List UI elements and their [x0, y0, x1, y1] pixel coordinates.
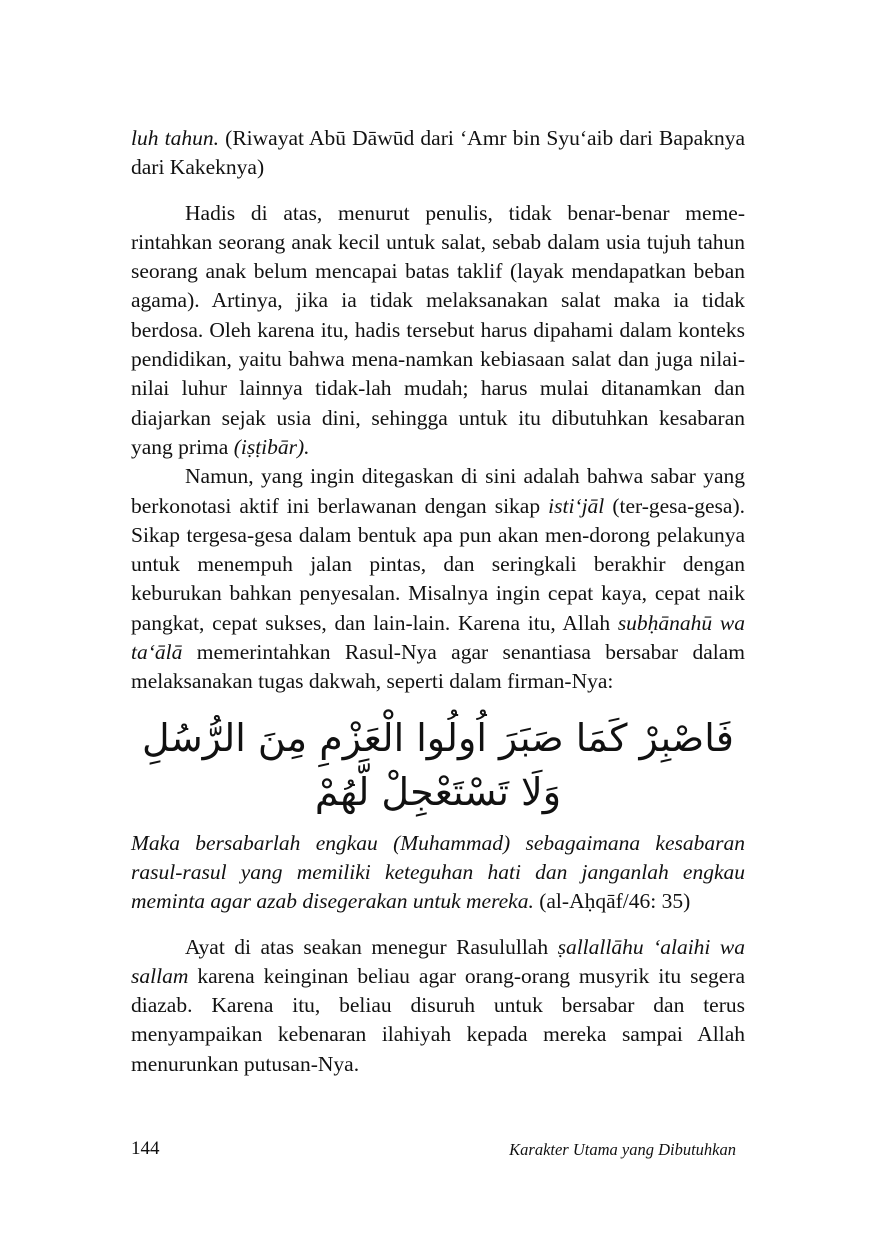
quran-verse-translation: Maka bersabarlah engkau (Muhammad) sebagaimana kesabaran rasul-rasul yang memiliki keteguhan hati dan janganlah engkau meminta agar azab disegerakan untuk mereka. (al-Aḥqāf/46: 35) [131, 830, 745, 914]
quran-verse-arabic: فَاصْبِرْ كَمَا صَبَرَ اُولُوا الْعَزْمِ مِنَ الرُّسُلِ وَلَا تَسْتَعْجِلْ لَّهُمْ [142, 715, 734, 814]
page-number: 144 [131, 1138, 160, 1159]
paragraph-hadith-source: luh tahun. (Riwayat Abū Dāwūd dari ‘Amr bin Syu‘aib dari Bapaknya dari Kakeknya) [131, 126, 745, 180]
running-title: Karakter Utama yang Dibutuhkan [509, 1140, 736, 1159]
body-text [131, 124, 745, 1079]
paragraph-verse-explanation: Ayat di atas seakan menegur Rasulullah ṣallallāhu ‘alaihi wa sallam karena keinginan beliau agar orang-orang musyrik itu segera diazab. Karena itu, beliau disuruh untuk bersabar dan terus menyampaikan kebenaran ilahiyah kepada mereka sampai Allah menurunkan putusan-Nya. [131, 934, 745, 1076]
paragraph-hadith-explanation: Hadis di atas, menurut penulis, tidak benar-benar meme-rintahkan seorang anak kecil untuk salat, sebab dalam usia tujuh tahun seorang anak belum mencapai batas taklif (layak mendapatkan beban agama). Artinya, jika ia tidak melaksanakan salat maka ia tidak berdosa. Oleh karena itu, hadis tersebut harus dipahami dalam konteks pendidikan, yaitu bahwa mena-namkan kebiasaan salat dan juga nilai-nilai luhur lainnya tidak-lah mudah; harus mulai ditanamkan dan diajarkan sejak usia dini, sehingga untuk itu dibutuhkan kesabaran yang prima (iṣṭibār). [131, 200, 745, 459]
paragraph-isti-jal: Namun, yang ingin ditegaskan di sini adalah bahwa sabar yang berkonotasi aktif ini berlawanan dengan sikap isti‘jāl (ter-gesa-gesa). Sikap tergesa-gesa dalam bentuk apa pun akan men-dorong pelakunya untuk menempuh jalan pintas, dan seringkali berakhir dengan keburukan bahkan penyesalan. Misalnya ingin cepat kaya, cepat naik pangkat, cepat sukses, dan lain-lain. Karena itu, Allah subḥānahū wa ta‘ālā memerintahkan Rasul-Nya agar senantiasa bersabar dalam melaksanakan tugas dakwah, seperti dalam firman-Nya: [131, 464, 745, 694]
